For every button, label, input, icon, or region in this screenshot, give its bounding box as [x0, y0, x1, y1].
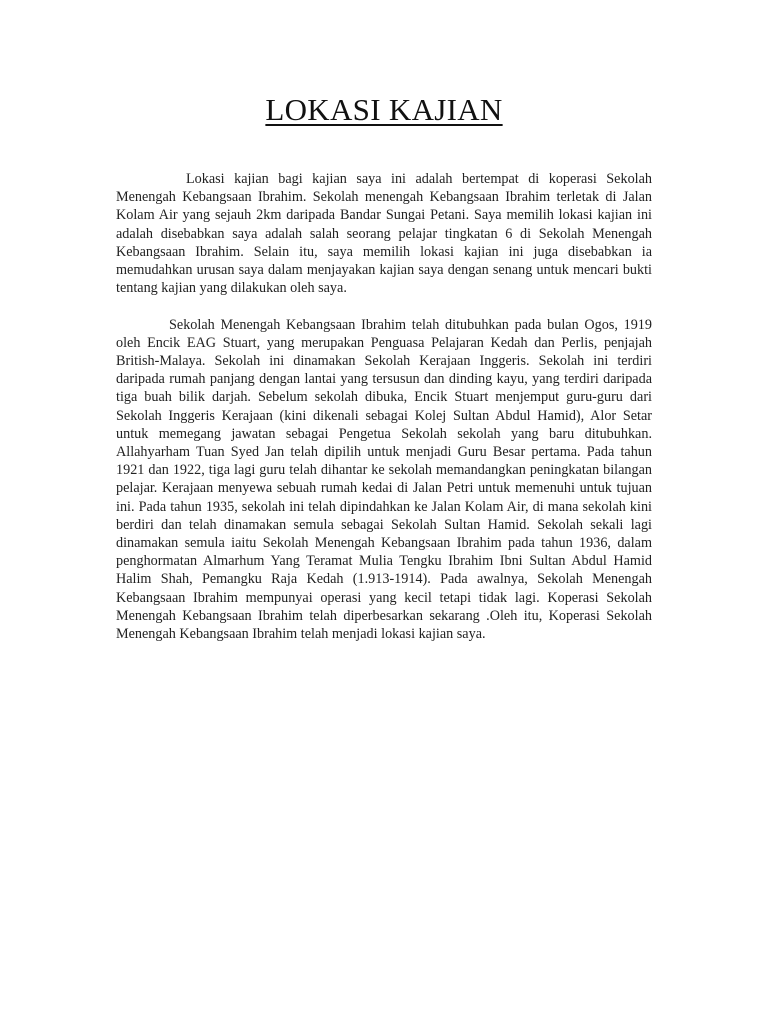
paragraph-location: Lokasi kajian bagi kajian saya ini adalah bertempat di koperasi Sekolah Menengah Kebangsaan Ibrahim. Sekolah menengah Kebangsaan Ibrahim terletak di Jalan Kolam Air yang sejauh 2km daripada Bandar Sungai Petani. Saya memilih lokasi kajian ini adalah disebabkan saya adalah salah seorang pelajar tingkatan 6 di Sekolah Menengah Kebangsaan Ibrahim. Selain itu, saya memilih lokasi kajian ini juga disebabkan ia memudahkan urusan saya dalam menjayakan kajian saya dengan senang untuk mencari bukti tentang kajian yang dilakukan oleh saya. [116, 171, 652, 297]
page-title: LOKASI KAJIAN [265, 92, 503, 127]
document-body [116, 170, 652, 643]
paragraph-history: Sekolah Menengah Kebangsaan Ibrahim telah ditubuhkan pada bulan Ogos, 1919 oleh Encik EAG Stuart, yang merupakan Penguasa Pelajaran Kedah dan Perlis, penjajah British-Malaya. Sekolah ini dinamakan Sekolah Kerajaan Inggeris. Sekolah ini terdiri daripada rumah panjang dengan lantai yang tersusun dan dinding kayu, yang terdiri daripada tiga buah bilik darjah. Sebelum sekolah dibuka, Encik Stuart menjemput guru-guru dari Sekolah Inggeris Kerajaan (kini dikenali sebagai Kolej Sultan Abdul Hamid), Alor Setar untuk memegang jawatan sebagai Pengetua Sekolah sekolah yang baru ditubuhkan. Allahyarham Tuan Syed Jan telah dipilih untuk menjadi Guru Besar pertama. Pada tahun 1921 dan 1922, tiga lagi guru telah dihantar ke sekolah memandangkan peningkatan bilangan pelajar. Kerajaan menyewa sebuah rumah kedai di Jalan Petri untuk memenuhi untuk tujuan ini. Pada tahun 1935, sekolah ini telah dipindahkan ke Jalan Kolam Air, di mana sekolah kini berdiri dan telah dinamakan semula sebagai Sekolah Sultan Hamid. Sekolah sekali lagi dinamakan semula iaitu Sekolah Menengah Kebangsaan Ibrahim pada tahun 1936, dalam penghormatan Almarhum Yang Teramat Mulia Tengku Ibrahim Ibni Sultan Abdul Hamid Halim Shah, Pemangku Raja Kedah (1.913-1914). Pada awalnya, Sekolah Menengah Kebangsaan Ibrahim mempunyai operasi yang kecil tetapi tidak lagi. Koperasi Sekolah Menengah Kebangsaan Ibrahim telah diperbesarkan sekarang .Oleh itu, Koperasi Sekolah Menengah Kebangsaan Ibrahim telah menjadi lokasi kajian saya. [116, 316, 652, 643]
